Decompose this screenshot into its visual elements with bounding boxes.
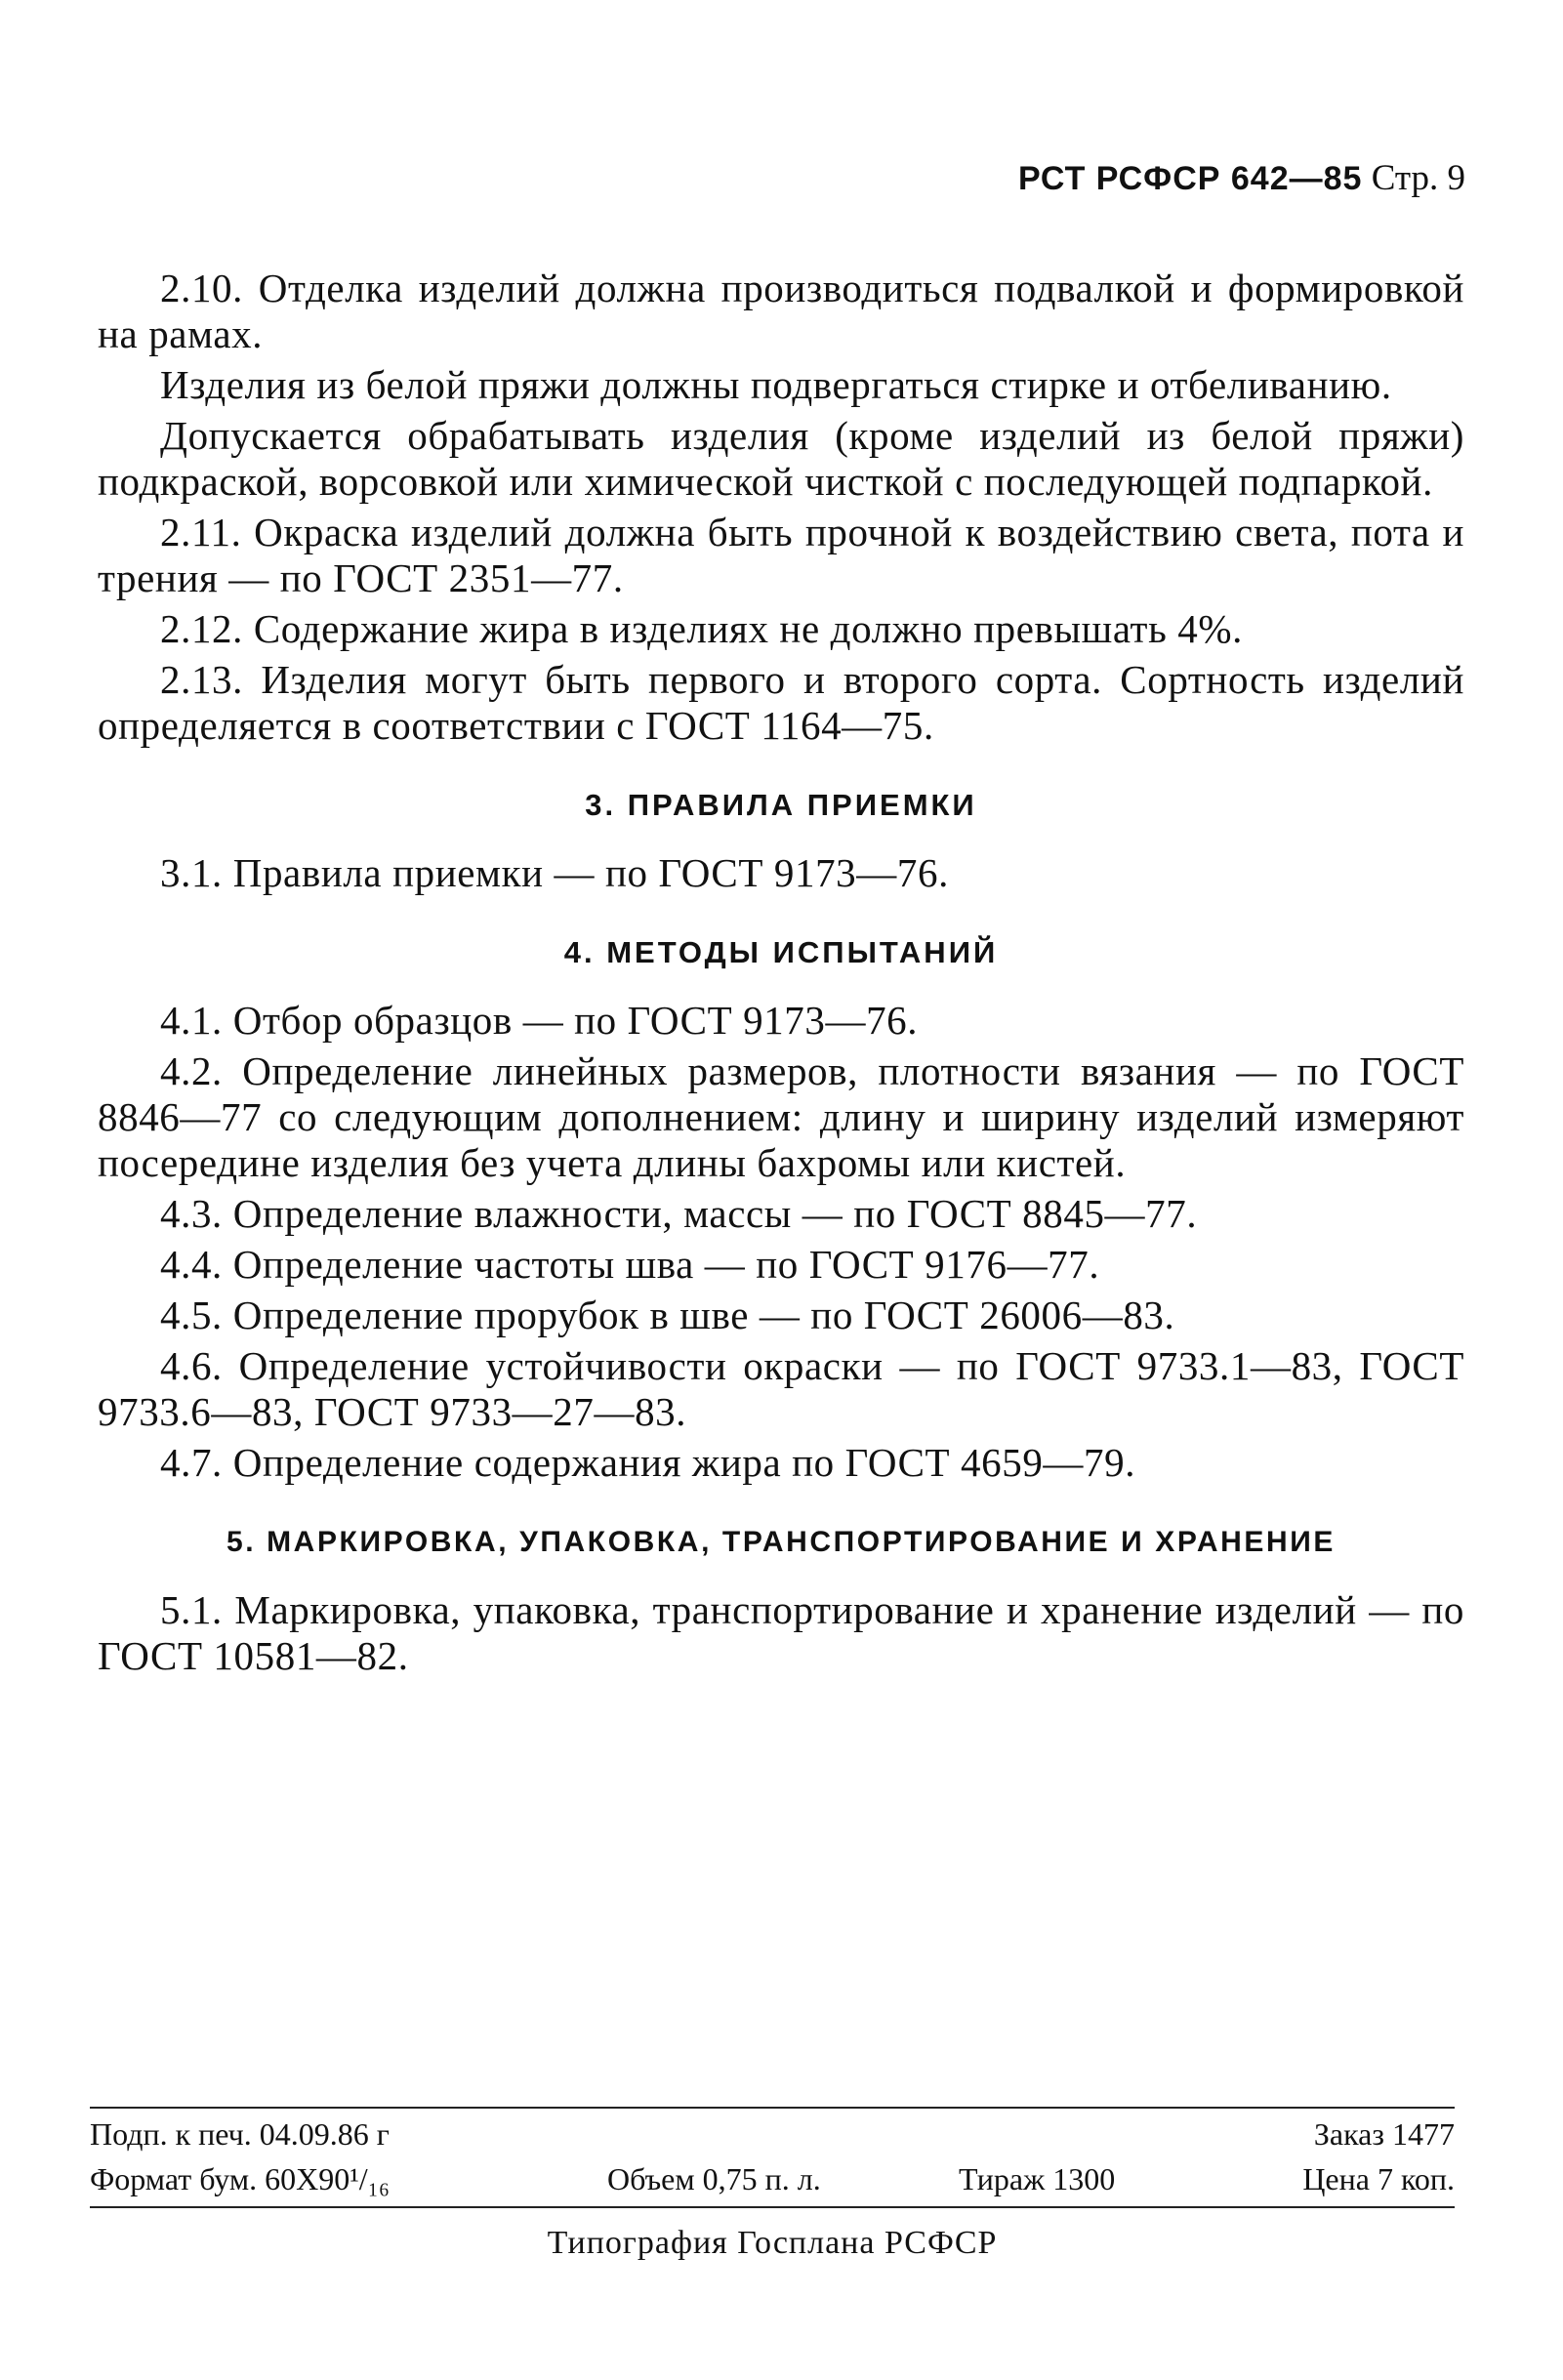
paragraph-4-7: 4.7. Определение содержания жира по ГОСТ 4659—79. <box>160 1440 1136 1485</box>
paragraph-4-2: 4.2. Определение линейных размеров, плотности вязания — по ГОСТ 8846—77 со следующим дополнением: длину и ширину изделий измеряют посередине изделия без учета длины бахромы или кистей. <box>98 1048 1464 1185</box>
section-heading-test-methods: 4. МЕТОДЫ ИСПЫТАНИЙ <box>563 935 999 969</box>
page-number: Стр. 9 <box>1371 158 1465 198</box>
section-heading-acceptance: 3. ПРАВИЛА ПРИЕМКИ <box>585 788 977 822</box>
paragraph-4-4: 4.4. Определение частоты шва — по ГОСТ 9176—77. <box>160 1242 1100 1287</box>
paragraph-5-1: 5.1. Маркировка, упаковка, транспортирование и хранение изделий — по ГОСТ 10581—82. <box>98 1587 1464 1678</box>
signed-to-print: Подп. к печ. 04.09.86 г <box>90 2116 390 2152</box>
order-number: Заказ 1477 <box>1313 2116 1455 2152</box>
paragraph-4-5: 4.5. Определение прорубок в шве — по ГОСТ 26006—83. <box>160 1293 1175 1337</box>
paragraph-4-3: 4.3. Определение влажности, массы — по ГОСТ 8845—77. <box>160 1191 1198 1236</box>
paragraph-2-11: 2.11. Окраска изделий должна быть прочной к воздействию света, пота и трения — по ГОСТ 2351—77. <box>98 510 1464 600</box>
paragraph-4-6: 4.6. Определение устойчивости окраски — по ГОСТ 9733.1—83, ГОСТ 9733.6—83, ГОСТ 9733—27—83. <box>98 1343 1464 1434</box>
imprint-row-2 <box>90 2154 1455 2198</box>
document-number: РСТ РСФСР 642—85 <box>1018 160 1363 197</box>
document-body <box>98 266 1464 1684</box>
paragraph-2-13: 2.13. Изделия могут быть первого и второго сорта. Сортность изделий определяется в соответствии с ГОСТ 1164—75. <box>98 657 1464 748</box>
running-header <box>98 156 1465 201</box>
section-heading-marking-packing: 5. МАРКИРОВКА, УПАКОВКА, ТРАНСПОРТИРОВАНИЕ И ХРАНЕНИЕ <box>226 1526 1337 1558</box>
print-run: Тираж 1300 <box>959 2161 1116 2196</box>
paragraph-2-12: 2.12. Содержание жира в изделиях не должно превышать 4%. <box>160 606 1243 651</box>
paragraph-3-1: 3.1. Правила приемки — по ГОСТ 9173—76. <box>160 850 949 895</box>
paragraph-2-10-allowed-processing: Допускается обрабатывать изделия (кроме изделий из белой пряжи) подкраской, ворсовкой или химической чисткой с последующей подпаркой. <box>98 413 1464 504</box>
imprint-row-1 <box>90 2109 1455 2154</box>
imprint-bottom-rule <box>90 2206 1455 2208</box>
paragraph-4-1: 4.1. Отбор образцов — по ГОСТ 9173—76. <box>160 998 919 1043</box>
price: Цена 7 коп. <box>1302 2161 1455 2196</box>
print-volume: Объем 0,75 п. л. <box>607 2161 821 2196</box>
paper-format: Формат бум. 60Х90¹/₁₆ <box>90 2161 390 2196</box>
paragraph-2-10: 2.10. Отделка изделий должна производиться подвалкой и формировкой на рамах. <box>98 266 1464 356</box>
publication-imprint <box>90 2107 1455 2265</box>
paragraph-2-10-white-yarn: Изделия из белой пряжи должны подвергаться стирке и отбеливанию. <box>160 362 1392 407</box>
printing-house: Типография Госплана РСФСР <box>547 2225 998 2261</box>
